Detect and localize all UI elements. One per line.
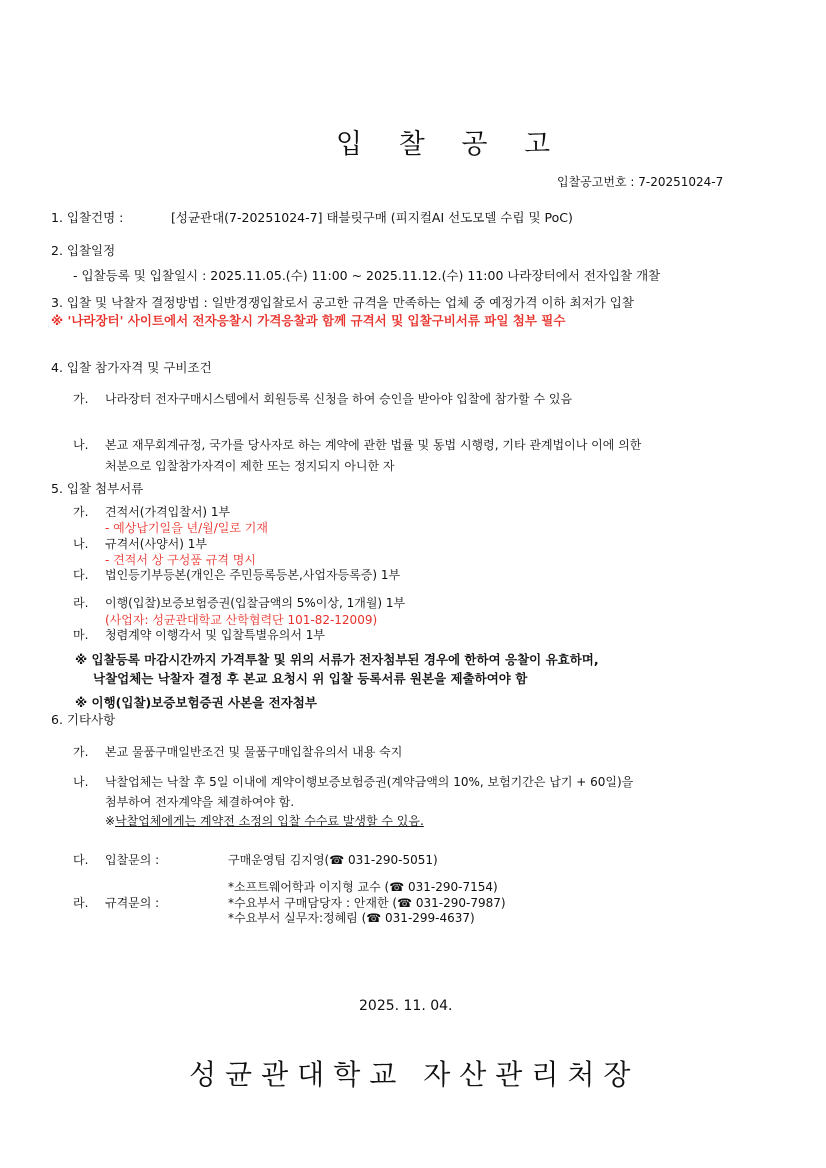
attachment-b: 규격서(사양서) 1부 (105, 537, 207, 551)
attachment-c: 법인등기부등본(개인은 주민등록등본,사업자등록증) 1부 (105, 568, 401, 582)
qualification-b-line1: 본교 재무회계규정, 국가를 당사자로 하는 계약에 관한 법률 및 동법 시행령, 기타 관계법이나 이에 의한 (105, 438, 642, 452)
attachment-d-note: (사업자: 성균관대학교 산학협력단 101-82-12009) (105, 613, 378, 627)
section-6-label: 6. 기타사항 (51, 712, 116, 727)
attachment-e: 청렴계약 이행각서 및 입찰특별유의서 1부 (105, 628, 325, 642)
note-mark: ※ (105, 814, 116, 828)
bid-schedule-line: - 입찰등록 및 입찰일시 : 2025.11.05.(수) 11:00 ~ 2025.11.12.(수) 11:00 나라장터에서 전자입찰 개찰 (73, 268, 661, 283)
attachment-a: 견적서(가격입찰서) 1부 (105, 505, 231, 519)
bid-title-value: [성균관대(7-20251024-7] 태블릿구매 (피지컬AI 선도모델 수립 및 PoC) (171, 210, 573, 225)
section-3-line: 3. 입찰 및 낙찰자 결정방법 : 일반경쟁입찰로서 공고한 규격을 만족하는 업체 중 예정가격 이하 최저가 입찰 (51, 295, 634, 310)
announcement-date: 2025. 11. 04. (359, 998, 453, 1014)
attachment-note-1b: 낙찰업체는 낙찰자 결정 후 본교 요청시 위 입찰 등록서류 원본을 제출하여야 함 (93, 671, 528, 686)
item-mark: 가. (73, 745, 89, 759)
spec-contact-3: *수요부서 실무자:정혜림 (☎ 031-299-4637) (228, 911, 475, 925)
item-mark: 라. (73, 896, 89, 910)
section-3-note: ※ '나라장터' 사이트에서 전자응찰시 가격응찰과 함께 규격서 및 입찰구비서류 파일 첨부 필수 (51, 313, 566, 328)
section-4-label: 4. 입찰 참가자격 및 구비조건 (51, 360, 212, 375)
item-mark: 나. (73, 438, 89, 452)
issuer-name: 성균관대학교 자산관리처장 (189, 1058, 640, 1091)
bid-inquiry-contact: 구매운영팀 김지영(☎ 031-290-5051) (228, 853, 438, 867)
notice-number: 입찰공고번호 : 7-20251024-7 (557, 175, 724, 189)
qualification-a: 나라장터 전자구매시스템에서 회원등록 신청을 하여 승인을 받아야 입찰에 참가할 수 있음 (105, 392, 573, 406)
bid-inquiry-label: 입찰문의 : (105, 853, 160, 867)
misc-b-note (105, 812, 424, 829)
misc-b-note-text: 낙찰업체에게는 계약전 소정의 입찰 수수료 발생할 수 있음. (115, 814, 424, 828)
attachment-b-note: - 견적서 상 구성품 규격 명시 (105, 553, 256, 567)
misc-b-line1: 낙찰업체는 낙찰 후 5일 이내에 계약이행보증보험증권(계약금액의 10%, 보험기간은 납기 + 60일)을 (105, 775, 634, 789)
spec-contact-1: *소프트웨어학과 이지형 교수 (☎ 031-290-7154) (228, 880, 498, 894)
section-1-label: 1. 입찰건명 : (51, 210, 124, 225)
spec-inquiry-label: 규격문의 : (105, 896, 160, 910)
item-mark: 가. (73, 505, 89, 519)
misc-a: 본교 물품구매일반조건 및 물품구매입찰유의서 내용 숙지 (105, 745, 403, 759)
spec-contact-2: *수요부서 구매담당자 : 안재한 (☎ 031-290-7987) (228, 896, 506, 910)
item-mark: 가. (73, 392, 89, 406)
item-mark: 나. (73, 775, 89, 789)
qualification-b-line2: 처분으로 입찰참가자격이 제한 또는 정지되지 아니한 자 (105, 459, 395, 473)
attachment-note-2: ※ 이행(입찰)보증보험증권 사본을 전자첨부 (75, 695, 317, 710)
item-mark: 마. (73, 628, 89, 642)
attachment-a-note: - 예상납기일을 년/월/일로 기재 (105, 521, 268, 535)
item-mark: 라. (73, 596, 89, 610)
section-5-label: 5. 입찰 첨부서류 (51, 481, 144, 496)
item-mark: 나. (73, 537, 89, 551)
document-title: 입 찰 공 고 (336, 129, 565, 160)
attachment-note-1a: ※ 입찰등록 마감시간까지 가격투찰 및 위의 서류가 전자첨부된 경우에 한하여 응찰이 유효하며, (75, 652, 599, 667)
misc-b-line2: 첨부하여 전자계약을 체결하여야 함. (105, 795, 295, 809)
item-mark: 다. (73, 853, 89, 867)
attachment-d: 이행(입찰)보증보험증권(입찰금액의 5%이상, 1개월) 1부 (105, 596, 406, 610)
item-mark: 다. (73, 568, 89, 582)
section-2-label: 2. 입찰일정 (51, 243, 116, 258)
